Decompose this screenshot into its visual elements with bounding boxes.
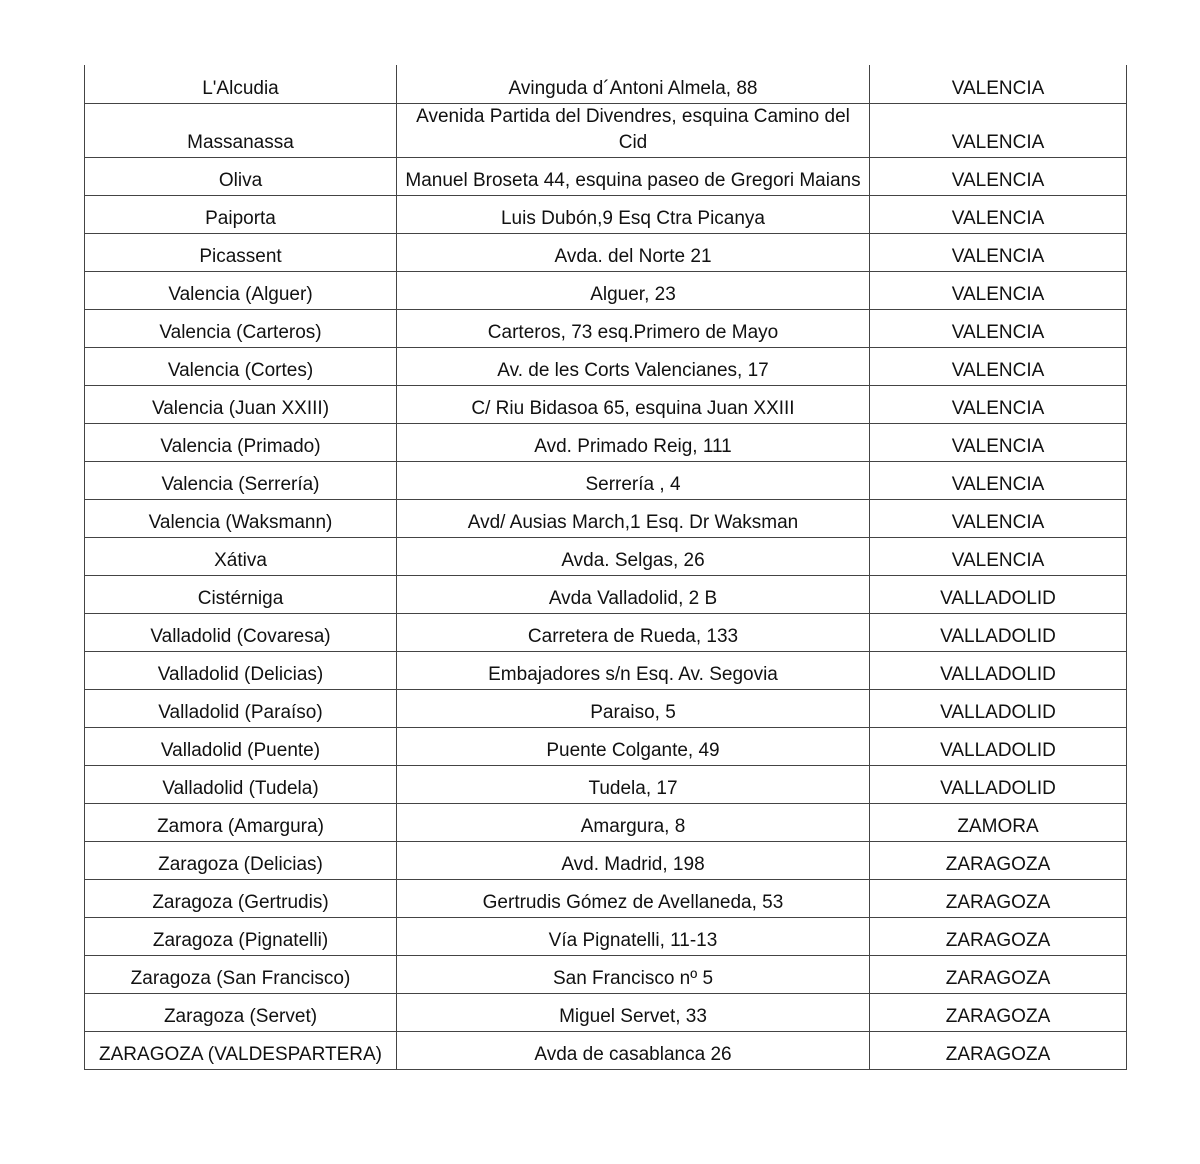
locality-cell: Valencia (Juan XXIII) (85, 385, 397, 423)
province-cell: ZARAGOZA (870, 841, 1127, 879)
province-cell: VALLADOLID (870, 727, 1127, 765)
table-row (85, 651, 1127, 689)
table-row (85, 917, 1127, 955)
locality-cell: Valencia (Serrería) (85, 461, 397, 499)
province-cell: VALLADOLID (870, 651, 1127, 689)
locality-cell: Valladolid (Paraíso) (85, 689, 397, 727)
address-cell: Avd. Madrid, 198 (397, 841, 870, 879)
province-cell: ZARAGOZA (870, 1031, 1127, 1069)
address-cell: Avda. del Norte 21 (397, 233, 870, 271)
province-cell: ZARAGOZA (870, 993, 1127, 1031)
province-cell: ZARAGOZA (870, 879, 1127, 917)
table-row (85, 347, 1127, 385)
locality-cell: Valladolid (Puente) (85, 727, 397, 765)
locality-cell: Valladolid (Tudela) (85, 765, 397, 803)
address-cell: C/ Riu Bidasoa 65, esquina Juan XXIII (397, 385, 870, 423)
province-cell: VALLADOLID (870, 689, 1127, 727)
locality-cell: Valladolid (Delicias) (85, 651, 397, 689)
table-row (85, 271, 1127, 309)
table-row (85, 689, 1127, 727)
table-row (85, 613, 1127, 651)
locality-cell: Zaragoza (Pignatelli) (85, 917, 397, 955)
address-cell: Miguel Servet, 33 (397, 993, 870, 1031)
table-row (85, 955, 1127, 993)
locality-cell: Paiporta (85, 195, 397, 233)
address-cell: Gertrudis Gómez de Avellaneda, 53 (397, 879, 870, 917)
address-cell: Avda. Selgas, 26 (397, 537, 870, 575)
address-cell: Luis Dubón,9 Esq Ctra Picanya (397, 195, 870, 233)
table-row (85, 879, 1127, 917)
province-cell: VALENCIA (870, 385, 1127, 423)
table-row (85, 195, 1127, 233)
locality-cell: ZARAGOZA (VALDESPARTERA) (85, 1031, 397, 1069)
locality-cell: Massanassa (85, 103, 397, 157)
province-cell: VALENCIA (870, 461, 1127, 499)
table-row (85, 803, 1127, 841)
locality-cell: Valladolid (Covaresa) (85, 613, 397, 651)
locality-cell: Zaragoza (Delicias) (85, 841, 397, 879)
table-row (85, 841, 1127, 879)
table-row (85, 103, 1127, 157)
locality-cell: Zaragoza (Servet) (85, 993, 397, 1031)
address-cell: Avd. Primado Reig, 111 (397, 423, 870, 461)
table-row (85, 727, 1127, 765)
locality-cell: Cistérniga (85, 575, 397, 613)
locality-cell: Oliva (85, 157, 397, 195)
table-row (85, 233, 1127, 271)
locality-cell: Picassent (85, 233, 397, 271)
address-cell: Carretera de Rueda, 133 (397, 613, 870, 651)
locality-cell: Zaragoza (Gertrudis) (85, 879, 397, 917)
locality-cell: Zaragoza (San Francisco) (85, 955, 397, 993)
address-cell: Avenida Partida del Divendres, esquina Camino del Cid (397, 103, 870, 157)
locations-table (84, 65, 1127, 1070)
address-cell: Paraiso, 5 (397, 689, 870, 727)
address-cell: Tudela, 17 (397, 765, 870, 803)
province-cell: VALENCIA (870, 157, 1127, 195)
province-cell: VALENCIA (870, 103, 1127, 157)
address-cell: Alguer, 23 (397, 271, 870, 309)
address-cell: Avd/ Ausias March,1 Esq. Dr Waksman (397, 499, 870, 537)
locality-cell: Zamora (Amargura) (85, 803, 397, 841)
table-row (85, 157, 1127, 195)
address-cell: Amargura, 8 (397, 803, 870, 841)
table-row (85, 993, 1127, 1031)
locality-cell: Valencia (Cortes) (85, 347, 397, 385)
province-cell: VALENCIA (870, 233, 1127, 271)
table-row (85, 499, 1127, 537)
locality-cell: Valencia (Waksmann) (85, 499, 397, 537)
locality-cell: Valencia (Primado) (85, 423, 397, 461)
province-cell: VALLADOLID (870, 613, 1127, 651)
table-row (85, 309, 1127, 347)
address-cell: Av. de les Corts Valencianes, 17 (397, 347, 870, 385)
address-cell: Vía Pignatelli, 11-13 (397, 917, 870, 955)
locality-cell: Xátiva (85, 537, 397, 575)
province-cell: VALENCIA (870, 423, 1127, 461)
table-row (85, 65, 1127, 103)
locality-cell: L'Alcudia (85, 65, 397, 103)
province-cell: ZARAGOZA (870, 955, 1127, 993)
address-cell: Embajadores s/n Esq. Av. Segovia (397, 651, 870, 689)
table-row (85, 537, 1127, 575)
province-cell: VALENCIA (870, 347, 1127, 385)
province-cell: VALENCIA (870, 499, 1127, 537)
province-cell: ZARAGOZA (870, 917, 1127, 955)
table-row (85, 1031, 1127, 1069)
province-cell: VALLADOLID (870, 765, 1127, 803)
table-row (85, 575, 1127, 613)
address-cell: San Francisco nº 5 (397, 955, 870, 993)
table-row (85, 385, 1127, 423)
province-cell: ZAMORA (870, 803, 1127, 841)
address-cell: Manuel Broseta 44, esquina paseo de Gregori Maians (397, 157, 870, 195)
province-cell: VALENCIA (870, 195, 1127, 233)
locality-cell: Valencia (Carteros) (85, 309, 397, 347)
address-cell: Avda Valladolid, 2 B (397, 575, 870, 613)
address-cell: Avda de casablanca 26 (397, 1031, 870, 1069)
table-row (85, 423, 1127, 461)
address-cell: Carteros, 73 esq.Primero de Mayo (397, 309, 870, 347)
table-row (85, 765, 1127, 803)
province-cell: VALENCIA (870, 309, 1127, 347)
province-cell: VALENCIA (870, 271, 1127, 309)
address-cell: Avinguda d´Antoni Almela, 88 (397, 65, 870, 103)
province-cell: VALLADOLID (870, 575, 1127, 613)
locality-cell: Valencia (Alguer) (85, 271, 397, 309)
address-cell: Serrería , 4 (397, 461, 870, 499)
address-cell: Puente Colgante, 49 (397, 727, 870, 765)
province-cell: VALENCIA (870, 537, 1127, 575)
table-row (85, 461, 1127, 499)
province-cell: VALENCIA (870, 65, 1127, 103)
locations-table-body (85, 65, 1127, 1069)
